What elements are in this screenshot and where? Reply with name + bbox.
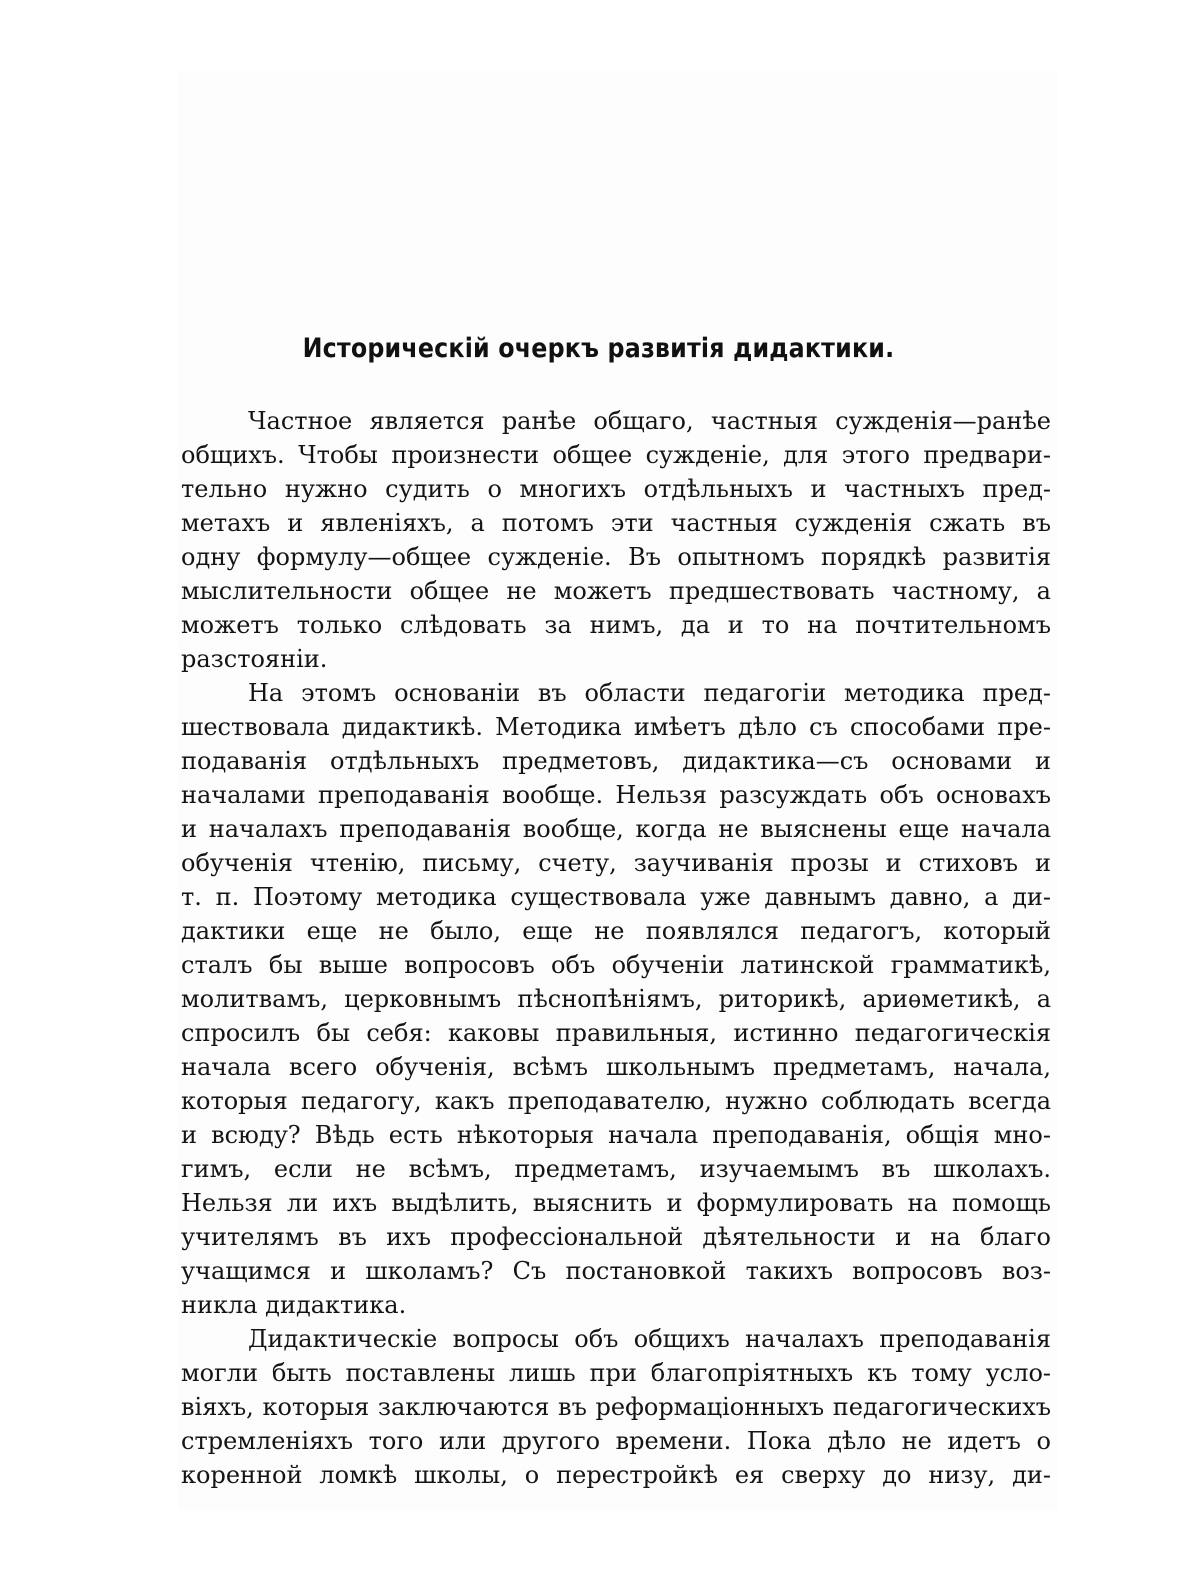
text-line: гимъ, если не всѣмъ, предметамъ, изучаемымъ въ школахъ. xyxy=(181,1155,1051,1183)
text-line: мыслительности общее не можетъ предшествовать частному, а xyxy=(181,577,1051,605)
text-line: начала всего обученія, всѣмъ школьнымъ предметамъ, начала, xyxy=(181,1053,1051,1081)
text-line: молитвамъ, церковнымъ пѣснопѣніямъ, риторикѣ, ариѳметикѣ, а xyxy=(181,985,1051,1013)
text-line: учащимся и школамъ? Съ постановкой такихъ вопросовъ воз- xyxy=(181,1257,1051,1285)
text-line: дактики еще не было, еще не появлялся педагогъ, который xyxy=(181,917,1051,945)
text-line: коренной ломкѣ школы, о перестройкѣ ея сверху до низу, ди- xyxy=(181,1461,1051,1489)
text-line: На этомъ основаніи въ области педагогіи методика пред- xyxy=(248,679,1051,707)
text-line: и всюду? Вѣдь есть нѣкоторыя начала преподаванія, общія мно- xyxy=(181,1121,1051,1149)
text-line: спросилъ бы себя: каковы правильныя, истинно педагогическія xyxy=(181,1019,1051,1047)
text-line: Частное является ранѣе общаго, частныя сужденія—ранѣе xyxy=(248,407,1051,435)
text-line: никла дидактика. xyxy=(181,1291,407,1319)
text-line: шествовала дидактикѣ. Методика имѣетъ дѣло съ способами пре- xyxy=(181,713,1051,741)
text-line: т. п. Поэтому методика существовала уже давнымъ давно, а ди- xyxy=(181,883,1051,911)
text-line: разстояніи. xyxy=(181,645,328,673)
chapter-title: Историческій очеркъ развитія дидактики. xyxy=(302,333,895,364)
text-line: могли быть поставлены лишь при благопріятныхъ къ тому усло- xyxy=(181,1359,1051,1387)
text-line: учителямъ въ ихъ профессіональной дѣятельности и на благо xyxy=(181,1223,1051,1251)
text-line: Нельзя ли ихъ выдѣлить, выяснить и формулировать на помощь xyxy=(181,1189,1051,1217)
text-line: подаванія отдѣльныхъ предметовъ, дидактика—съ основами и xyxy=(181,747,1051,775)
text-line: обученія чтенію, письму, счету, заучиванія прозы и стиховъ и xyxy=(181,849,1051,877)
text-line: которыя педагогу, какъ преподавателю, нужно соблюдать всегда xyxy=(181,1087,1051,1115)
text-line: можетъ только слѣдовать за нимъ, да и то на почтительномъ xyxy=(181,611,1051,639)
text-line: одну формулу—общее сужденіе. Въ опытномъ порядкѣ развитія xyxy=(181,543,1051,571)
text-line: началами преподаванія вообще. Нельзя разсуждать объ основахъ xyxy=(181,781,1051,809)
text-line: стремленіяхъ того или другого времени. Пока дѣло не идетъ о xyxy=(181,1427,1051,1455)
text-line: Дидактическіе вопросы объ общихъ началахъ преподаванія xyxy=(248,1325,1051,1353)
text-line: віяхъ, которыя заключаются въ реформаціонныхъ педагогическихъ xyxy=(181,1393,1051,1421)
text-line: и началахъ преподаванія вообще, когда не выяснены еще начала xyxy=(181,815,1051,843)
text-line: сталъ бы выше вопросовъ объ обученіи латинской грамматикѣ, xyxy=(181,951,1051,979)
text-line: метахъ и явленіяхъ, а потомъ эти частныя сужденія сжать въ xyxy=(181,509,1051,537)
text-line: тельно нужно судить о многихъ отдѣльныхъ и частныхъ пред- xyxy=(181,475,1051,503)
text-line: общихъ. Чтобы произнести общее сужденіе, для этого предвари- xyxy=(181,441,1051,469)
